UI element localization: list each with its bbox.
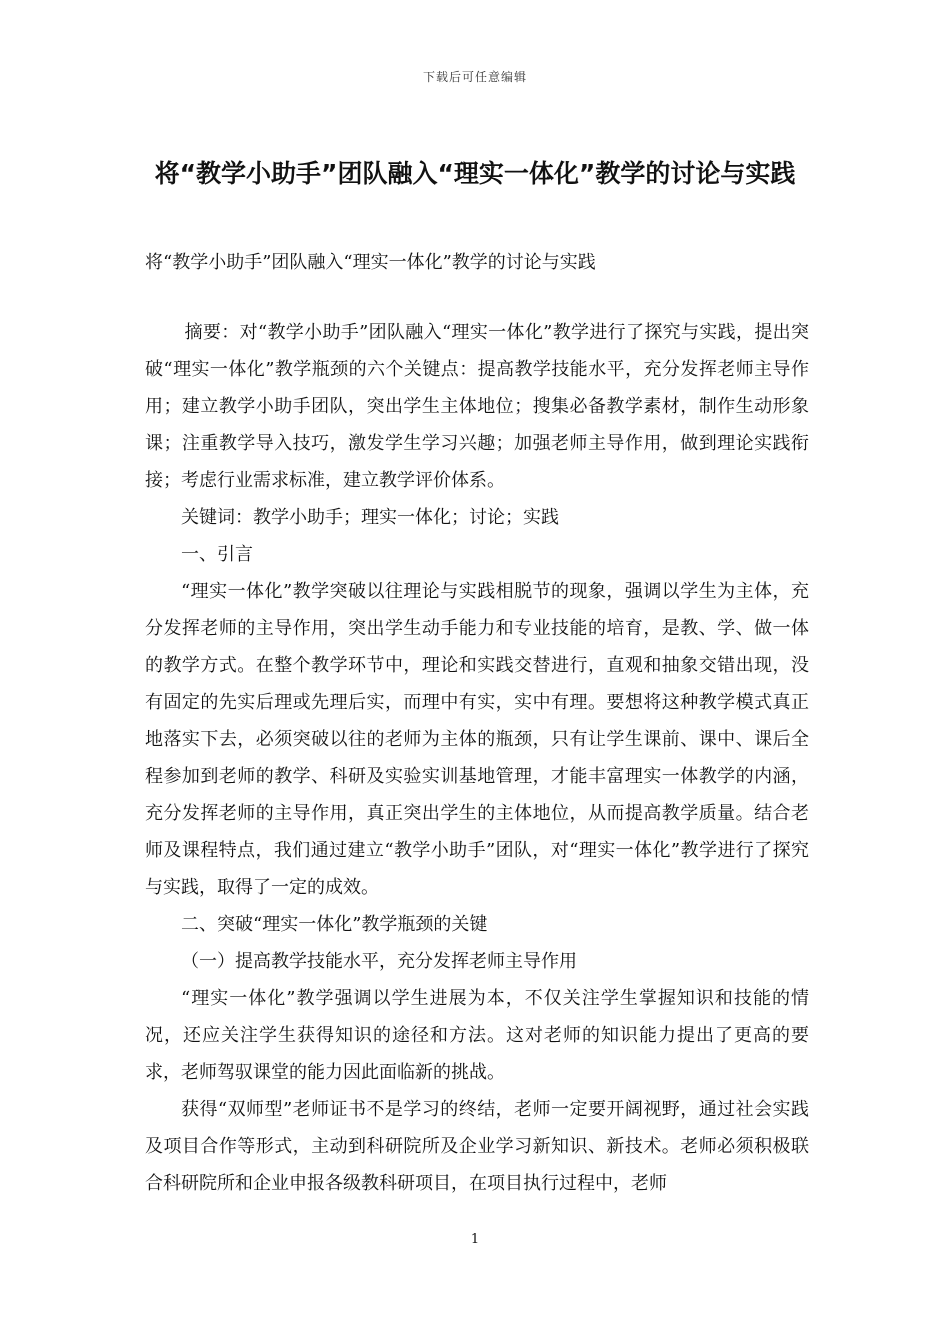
body-paragraph: “理实一体化”教学强调以学生进展为本，不仅关注学生掌握知识和技能的情况，还应关注学生获得知识的途径和方法。这对老师的知识能力提出了更高的要求，老师驾驭课堂的能力因此面临新的挑战。 bbox=[145, 988, 809, 1083]
document-subtitle: 将“教学小助手”团队融入“理实一体化”教学的讨论与实践 bbox=[145, 252, 596, 273]
section-heading-key-points: 二、突破“理实一体化”教学瓶颈的关键 bbox=[181, 914, 488, 935]
section-heading-introduction: 一、引言 bbox=[181, 544, 253, 565]
document-body bbox=[145, 314, 809, 1202]
abstract-paragraph: 摘要：对“教学小助手”团队融入“理实一体化”教学进行了探究与实践，提出突破“理实一体化”教学瓶颈的六个关键点：提高教学技能水平，充分发挥老师主导作用；建立教学小助手团队，突出学生主体地位；搜集必备教学素材，制作生动形象课；注重教学导入技巧，激发学生学习兴趣；加强老师主导作用，做到理论实践衔接；考虑行业需求标准，建立教学评价体系。 bbox=[145, 322, 809, 491]
subsection-heading-teaching-skills: （一）提高教学技能水平，充分发挥老师主导作用 bbox=[181, 951, 577, 972]
body-paragraph: 获得“双师型”老师证书不是学习的终结，老师一定要开阔视野，通过社会实践及项目合作等形式，主动到科研院所及企业学习新知识、新技术。老师必须积极联合科研院所和企业申报各级教科研项目，在项目执行过程中，老师 bbox=[145, 1099, 809, 1194]
keywords-paragraph: 关键词：教学小助手；理实一体化；讨论；实践 bbox=[181, 507, 559, 528]
introduction-paragraph: “理实一体化”教学突破以往理论与实践相脱节的现象，强调以学生为主体，充分发挥老师的主导作用，突出学生动手能力和专业技能的培育，是教、学、做一体的教学方式。在整个教学环节中，理论和实践交替进行，直观和抽象交错出现，没有固定的先实后理或先理后实，而理中有实，实中有理。要想将这种教学模式真正地落实下去，必须突破以往的老师为主体的瓶颈，只有让学生课前、课中、课后全程参加到老师的教学、科研及实验实训基地管理，才能丰富理实一体教学的内涵，充分发挥老师的主导作用，真正突出学生的主体地位，从而提高教学质量。结合老师及课程特点，我们通过建立“教学小助手”团队，对“理实一体化”教学进行了探究与实践，取得了一定的成效。 bbox=[145, 581, 809, 898]
document-title: 将“教学小助手”团队融入“理实一体化”教学的讨论与实践 bbox=[154, 159, 796, 188]
page-number: 1 bbox=[470, 1232, 480, 1247]
header-note: 下载后可任意编辑 bbox=[422, 70, 527, 84]
